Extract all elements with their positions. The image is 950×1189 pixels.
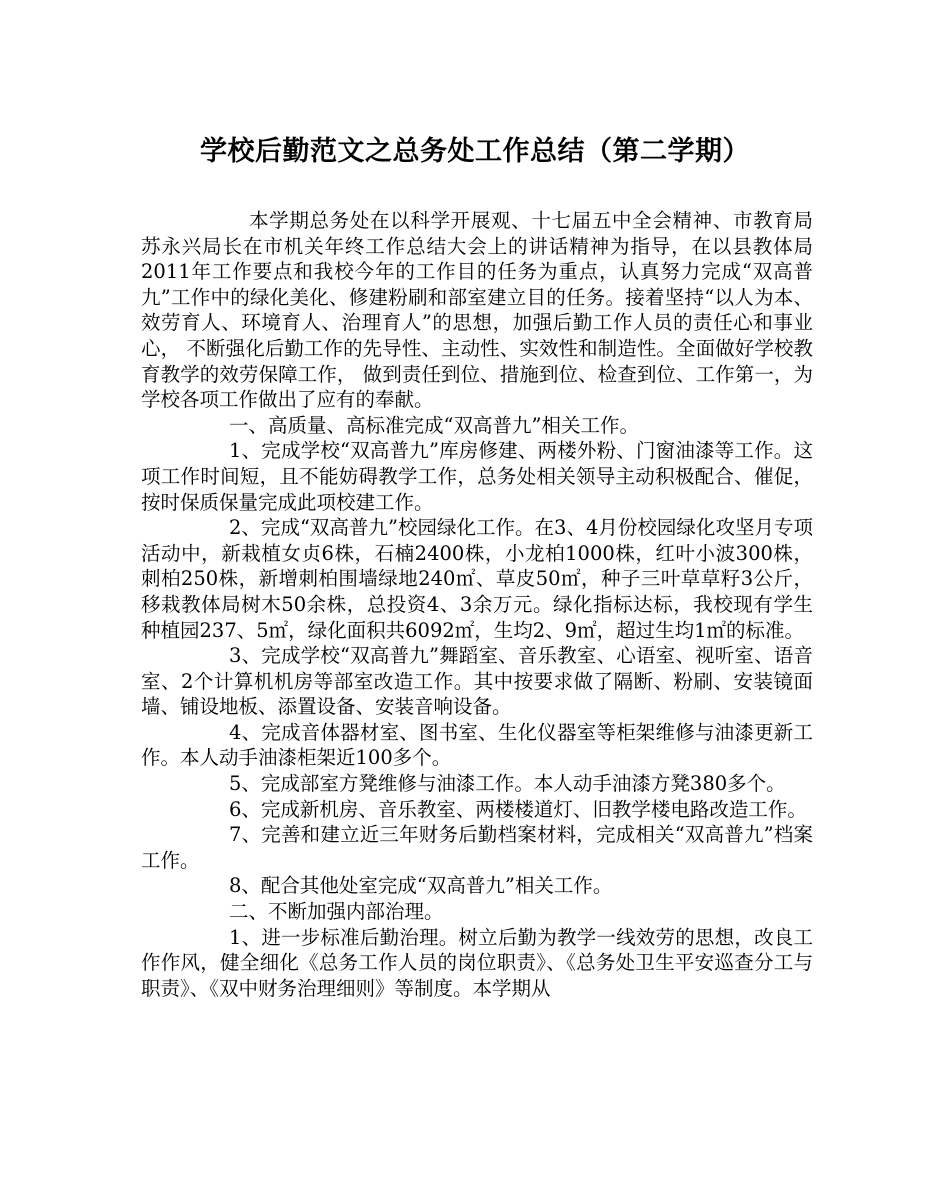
item-paragraph-8: 8、配合其他处室完成“双高普九”相关工作。: [229, 874, 613, 898]
section-heading-2: 二、不断加强内部治理。: [229, 900, 444, 924]
item-paragraph-1: 1、完成学校“双高普九”库房修建、两楼外粉、门窗油漆等工作。这项工作时间短，且不能妨碍教学工作，总务处相关领导主动积极配合、催促，按时保质保量完成此项校建工作。: [141, 439, 813, 514]
item-paragraph-5: 5、完成部室方凳维修与油漆工作。本人动手油漆方凳380多个。: [229, 772, 786, 796]
item-paragraph-7: 7、完善和建立近三年财务后勤档案材料，完成相关“双高普九”档案工作。: [141, 823, 813, 872]
document-title: 学校后勤范文之总务处工作总结（第二学期）: [200, 136, 750, 167]
item-paragraph-3: 3、完成学校“双高普九”舞蹈室、音乐教室、心语室、视听室、语音室、2个计算机机房等部室改造工作。其中按要求做了隔断、粉刷、安装镜面墙、铺设地板、添置设备、安装音响设备。: [141, 644, 813, 719]
section-heading-1: 一、高质量、高标准完成“双高普九”相关工作。: [229, 413, 639, 437]
item-paragraph-4: 4、完成音体器材室、图书室、生化仪器室等柜架维修与油漆更新工作。本人动手油漆柜架近100多个。: [141, 720, 813, 770]
document-body: [141, 208, 813, 1001]
item-paragraph-9: 1、进一步标准后勤治理。树立后勤为教学一线效劳的思想，改良工作作风，健全细化《总务工作人员的岗位职责》、《总务处卫生平安巡查分工与职责》、《双中财务治理细则》等制度。本学期从: [141, 925, 813, 1000]
item-paragraph-2: 2、完成“双高普九”校园绿化工作。在3、4月份校园绿化攻坚月专项活动中，新栽植女贞6株，石楠2400株，小龙柏1000株，红叶小波300株，刺柏250株，新增刺柏围墙绿地240㎡、草皮50㎡，种子三叶草草籽3公斤，移栽教体局树木50余株，总投资4、3余万元。绿化指标达标，我校现有学生种植园237、5㎡，绿化面积共6092㎡，生均2、9㎡，超过生均1㎡的标准。: [141, 516, 813, 642]
item-paragraph-6: 6、完成新机房、音乐教室、两楼楼道灯、旧教学楼电路改造工作。: [229, 797, 807, 821]
intro-paragraph: 本学期总务处在以科学开展观、十七届五中全会精神、市教育局苏永兴局长在市机关年终工作总结大会上的讲话精神为指导，在以县教体局2011年工作要点和我校今年的工作目的任务为重点，认真努力完成“双高普九”工作中的绿化美化、修建粉刷和部室建立目的任务。接着坚持“以人为本、效劳育人、环境育人、治理育人”的思想，加强后勤工作人员的责任心和事业心， 不断强化后勤工作的先导性、主动性、实效性和制造性。全面做好学校教育教学的效劳保障工作， 做到责任到位、措施到位、检查到位、工作第一，为学校各项工作做出了应有的奉献。: [141, 209, 813, 412]
